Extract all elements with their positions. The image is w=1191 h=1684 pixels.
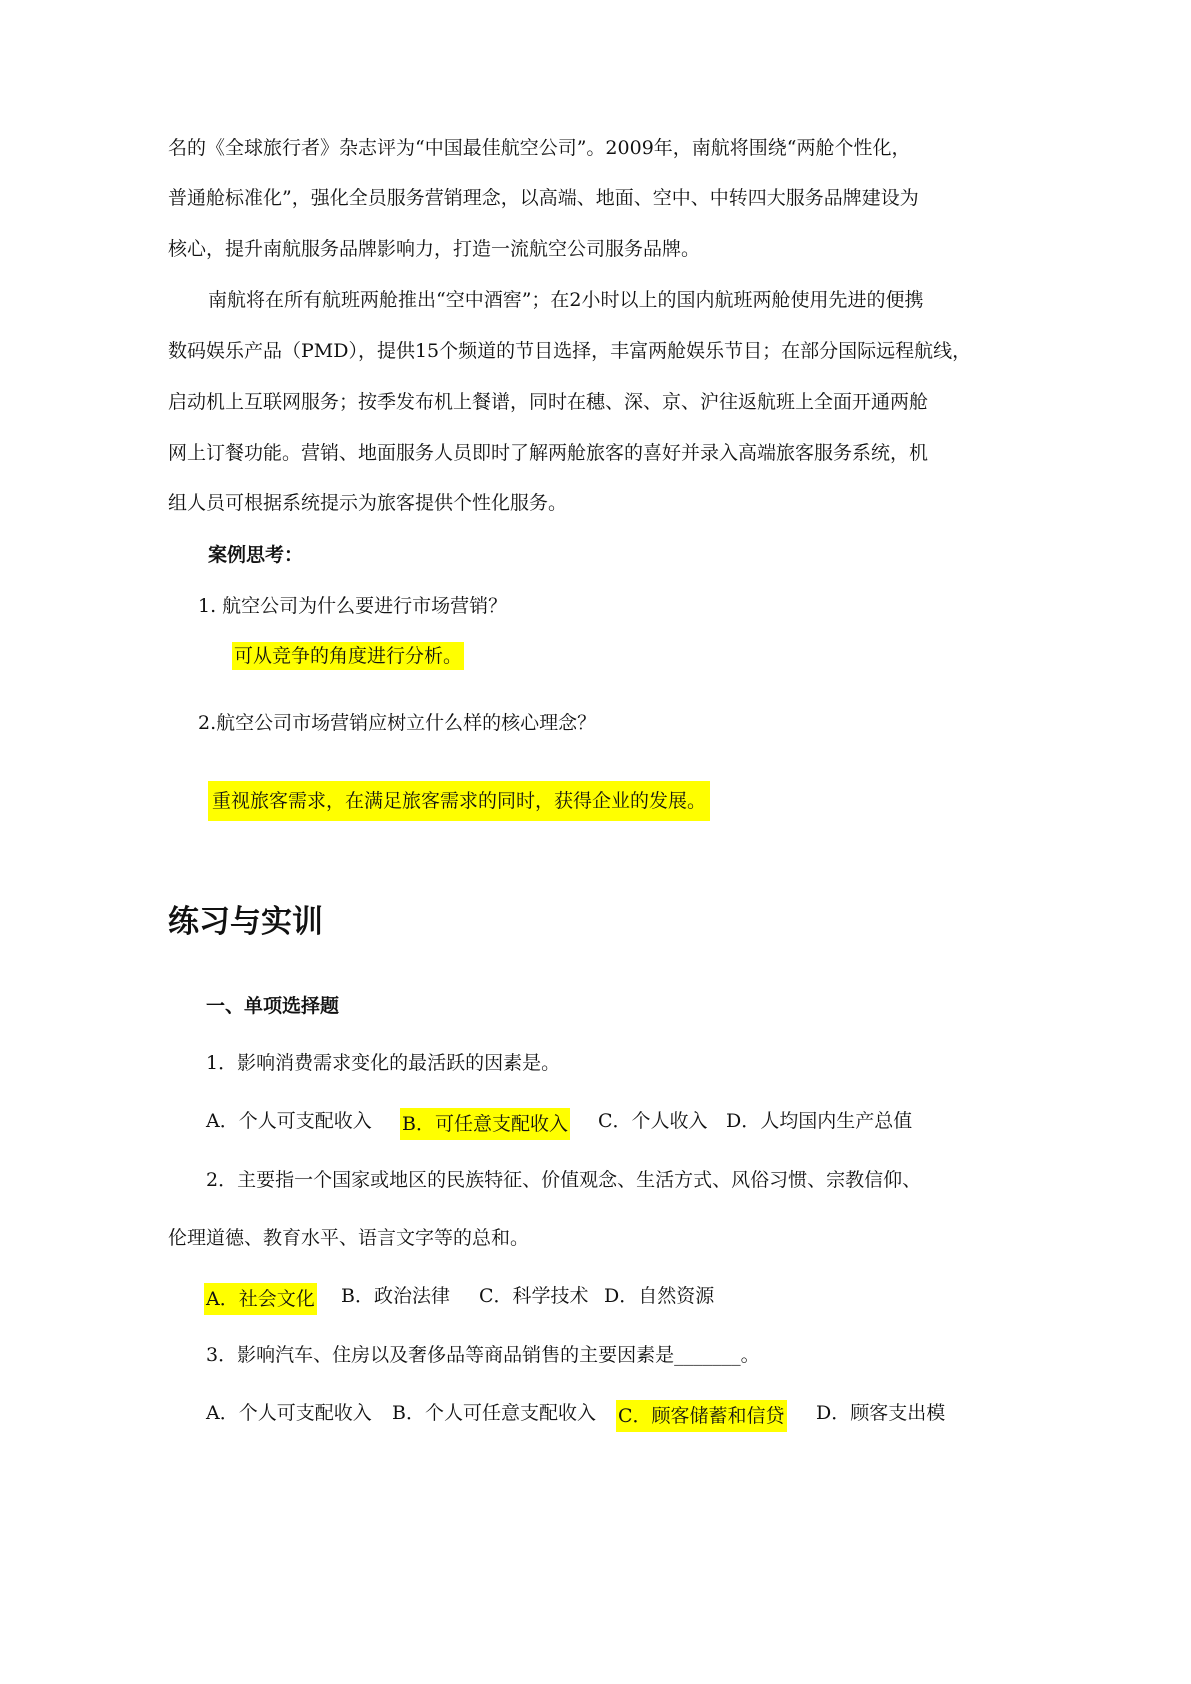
- option: B．个人可任意支配收入: [392, 1402, 596, 1424]
- para2-line-1: 南航将在所有航班两舱推出“空中酒窖”；在2小时以上的国内航班两舱使用先进的便携: [208, 289, 924, 311]
- para2-line-4: 网上订餐功能。营销、地面服务人员即时了解两舱旅客的喜好并录入高端旅客服务系统，机: [168, 442, 929, 464]
- answer-highlight: 可从竞争的角度进行分析。: [232, 642, 464, 670]
- case-question-2: 2.航空公司市场营销应树立什么样的核心理念？: [198, 712, 597, 734]
- para2-line-3: 启动机上互联网服务；按季发布机上餐谱，同时在穗、深、京、沪往返航班上全面开通两舱: [168, 391, 929, 413]
- question-1: 1．影响消费需求变化的最活跃的因素是。: [206, 1052, 561, 1074]
- option: D．自然资源: [604, 1285, 715, 1307]
- intro-line-1: 名的《全球旅行者》杂志评为“中国最佳航空公司”。2009年，南航将围绕“两舱个性化，: [168, 137, 911, 159]
- question-2-line-1: 2．主要指一个国家或地区的民族特征、价值观念、生活方式、风俗习惯、宗教信仰、: [206, 1169, 922, 1191]
- option: D．顾客支出模: [816, 1402, 946, 1424]
- option-correct: C．顾客储蓄和信贷: [616, 1400, 787, 1432]
- case-heading: 案例思考：: [208, 544, 304, 566]
- subsection-heading: 一、单项选择题: [206, 995, 340, 1017]
- question-3: 3．影响汽车、住房以及奢侈品等商品销售的主要因素是_______。: [206, 1344, 760, 1366]
- option-correct: A．社会文化: [204, 1283, 317, 1315]
- section-title: 练习与实训: [168, 904, 323, 940]
- intro-line-3: 核心，提升南航服务品牌影响力，打造一流航空公司服务品牌。: [168, 238, 701, 260]
- question-2-line-2: 伦理道德、教育水平、语言文字等的总和。: [168, 1227, 530, 1249]
- option: D．人均国内生产总值: [726, 1110, 913, 1132]
- para2-line-2: 数码娱乐产品（PMD），提供15个频道的节目选择，丰富两舱娱乐节目；在部分国际远程航线，: [168, 340, 972, 362]
- option: C．科学技术: [479, 1285, 589, 1307]
- case-answer-2: [208, 788, 710, 814]
- case-question-1: 1. 航空公司为什么要进行市场营销？: [198, 595, 508, 617]
- para2-line-5: 组人员可根据系统提示为旅客提供个性化服务。: [168, 492, 568, 514]
- option-correct: B．可任意支配收入: [400, 1108, 570, 1140]
- option: A．个人可支配收入: [206, 1110, 372, 1132]
- answer-highlight: 重视旅客需求，在满足旅客需求的同时，获得企业的发展。: [208, 781, 710, 821]
- option: B．政治法律: [341, 1285, 450, 1307]
- intro-line-2: 普通舱标准化”，强化全员服务营销理念，以高端、地面、空中、中转四大服务品牌建设为: [168, 187, 919, 209]
- option: A．个人可支配收入: [206, 1402, 372, 1424]
- option: C．个人收入: [598, 1110, 708, 1132]
- case-answer-1: [232, 643, 464, 669]
